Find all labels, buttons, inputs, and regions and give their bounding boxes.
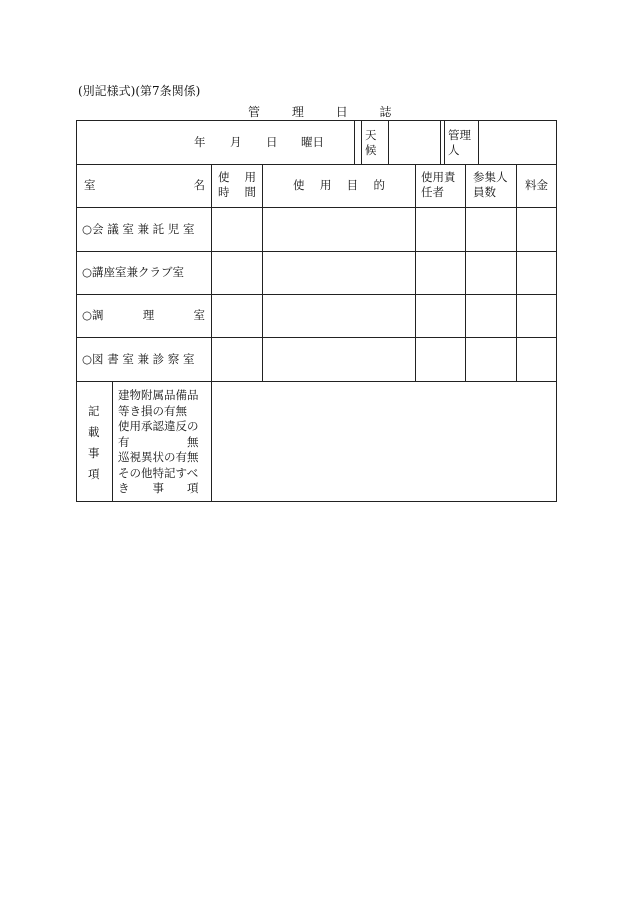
row-divider <box>77 294 556 295</box>
use-time-header-line <box>218 170 256 185</box>
weather-label <box>365 128 377 158</box>
fee-header: 料金 <box>525 178 548 192</box>
attendees-header <box>473 170 508 200</box>
title-char: 誌 <box>379 105 392 119</box>
room-name-header-char: 名 <box>193 178 205 192</box>
date-month-label: 月 <box>230 135 242 149</box>
col-divider <box>415 164 416 381</box>
col-divider <box>211 164 212 381</box>
notes-item: 建物附属品備品 <box>118 388 199 402</box>
col-divider <box>211 381 212 501</box>
purpose-header-char: 目 <box>346 178 359 192</box>
purpose-header <box>293 178 385 193</box>
notes-item: 等き損の有無 <box>118 403 187 418</box>
title-char: 日 <box>335 105 348 119</box>
log-table <box>76 120 557 502</box>
title-char: 理 <box>291 105 304 119</box>
responsible-header <box>421 170 456 200</box>
room-label-part: ○調 <box>82 308 104 322</box>
notes-item: 有 無 <box>118 434 199 449</box>
row-divider <box>77 251 556 252</box>
col-divider <box>262 164 263 381</box>
notes-side-char: 載 <box>88 425 100 439</box>
date-weekday-label: 曜日 <box>301 135 324 149</box>
room-name-header <box>84 178 205 193</box>
title-char: 管 <box>248 105 261 119</box>
notes-items <box>118 388 199 497</box>
use-time-header-char: 用 <box>244 170 256 184</box>
col-divider <box>440 121 441 164</box>
notes-item: その他特記すべ <box>118 465 199 480</box>
row-divider <box>77 381 556 382</box>
room-label: ○講座室兼クラブ室 <box>82 265 185 279</box>
notes-item: 巡視異状の有無 <box>118 450 199 464</box>
use-time-header-char: 使 <box>218 170 230 184</box>
col-divider <box>361 121 362 164</box>
col-divider <box>354 121 355 164</box>
use-time-header-char: 間 <box>244 185 256 199</box>
purpose-header-char: 使 <box>293 178 305 192</box>
col-divider <box>444 121 445 164</box>
room-label: ○会 議 室 兼 託 児 室 <box>82 222 195 236</box>
col-divider <box>465 164 466 381</box>
responsible-header-line: 任者 <box>421 185 444 199</box>
use-time-header-line <box>218 185 256 200</box>
attendees-header-line: 参集人 <box>473 170 508 184</box>
room-label: ○図 書 室 兼 診 察 室 <box>82 352 195 366</box>
notes-side-label <box>88 401 100 485</box>
form-caption: (別記様式)(第7条関係) <box>78 84 201 98</box>
use-time-header-char: 時 <box>218 185 230 199</box>
notes-side-char: 事 <box>88 446 100 460</box>
col-divider <box>112 381 113 501</box>
date-day-label: 日 <box>266 135 278 149</box>
room-label <box>82 308 205 323</box>
manager-label-line: 人 <box>448 143 460 157</box>
use-time-header <box>218 170 256 200</box>
purpose-header-char: 用 <box>319 178 332 192</box>
date-year-label: 年 <box>194 135 206 149</box>
row-divider <box>77 337 556 338</box>
row-divider <box>77 164 556 165</box>
manager-label-line: 管理 <box>448 128 471 142</box>
weather-label-line: 天 <box>365 128 377 142</box>
notes-side-char: 記 <box>88 404 100 418</box>
responsible-header-line: 使用責 <box>421 170 456 184</box>
col-divider <box>388 121 389 164</box>
row-divider <box>77 207 556 208</box>
purpose-header-char: 的 <box>373 178 385 192</box>
manager-label <box>448 128 471 158</box>
col-divider <box>516 164 517 381</box>
document-title <box>248 103 392 120</box>
weather-label-line: 候 <box>365 143 377 157</box>
room-label-part: 理 <box>142 308 155 322</box>
col-divider <box>478 121 479 164</box>
attendees-header-line: 員数 <box>473 185 496 199</box>
room-name-header-char: 室 <box>84 178 96 192</box>
notes-item: 使用承認違反の <box>118 419 199 433</box>
notes-side-char: 項 <box>88 467 100 481</box>
room-label-part: 室 <box>193 308 205 322</box>
notes-item: き 事 項 <box>118 481 199 495</box>
